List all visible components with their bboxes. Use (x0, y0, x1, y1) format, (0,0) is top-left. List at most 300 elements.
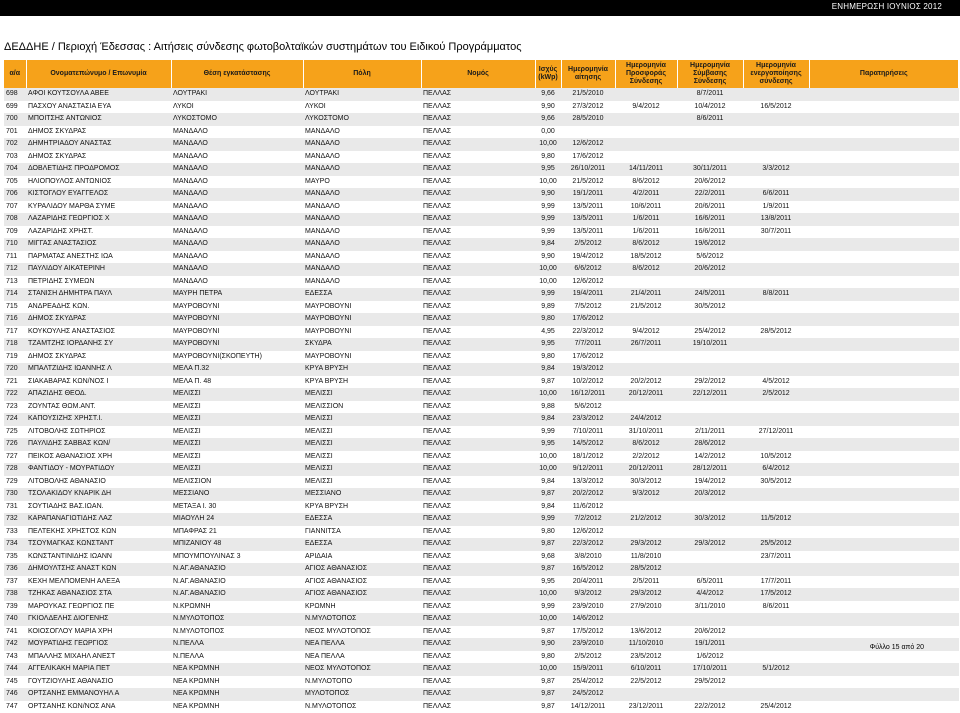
table-cell: ΠΕΛΛΑΣ (421, 313, 535, 326)
table-row (4, 401, 959, 414)
table-cell: 4/2/2011 (615, 188, 677, 201)
table-cell: 22/2/2012 (677, 701, 743, 713)
table-cell: 711 (4, 251, 26, 264)
table-cell: 6/5/2011 (677, 576, 743, 589)
table-cell: 7/10/2011 (561, 426, 615, 439)
table-cell: 706 (4, 188, 26, 201)
top-bar (0, 0, 960, 16)
table-cell (809, 188, 959, 201)
table-cell: 11/5/2012 (743, 513, 809, 526)
table-row (4, 426, 959, 439)
table-cell: ΛΑΖΑΡΙΔΗΣ ΓΕΩΡΓΙΟΣ Χ (26, 213, 171, 226)
table-row (4, 588, 959, 601)
table-cell: ΗΛΙΟΠΟΥΛΟΣ ΑΝΤΩΝΙΟΣ (26, 176, 171, 189)
col-header: Ισχύς (kWp) (535, 60, 561, 88)
table-cell: ΜΕΛΙΣΣΙ (171, 463, 303, 476)
table-cell (809, 676, 959, 689)
table-cell: Ν.ΠΕΛΛΑ (171, 651, 303, 664)
table-cell: Ν.ΚΡΩΜΝΗ (171, 601, 303, 614)
table-cell: 27/12/2011 (743, 426, 809, 439)
table-cell (809, 163, 959, 176)
table-cell: 23/9/2010 (561, 638, 615, 651)
table-cell: ΠΕΛΛΑΣ (421, 376, 535, 389)
table-cell (743, 613, 809, 626)
table-cell (743, 413, 809, 426)
table-cell: ΚΡΩΜΝΗ (303, 601, 421, 614)
table-cell: ΠΕΛΛΑΣ (421, 413, 535, 426)
table-cell: 27/3/2012 (561, 101, 615, 114)
table-cell: Ν.ΜΥΛΟΤΟΠΟΣ (171, 613, 303, 626)
table-cell: 9,80 (535, 351, 561, 364)
table-cell: 21/5/2012 (561, 176, 615, 189)
table-cell (677, 313, 743, 326)
table-cell: ΠΕΛΛΑΣ (421, 576, 535, 589)
table-row (4, 388, 959, 401)
table-row (4, 276, 959, 289)
table-cell: 2/5/2012 (561, 238, 615, 251)
table-cell (809, 213, 959, 226)
table-cell: ΜΑΝΔΑΛΟ (303, 238, 421, 251)
table-cell: ΠΕΛΛΑΣ (421, 513, 535, 526)
table-cell (743, 676, 809, 689)
table-cell: 728 (4, 463, 26, 476)
table-cell: ΤΖΑΜΤΖΗΣ ΙΟΡΔΑΝΗΣ ΣΥ (26, 338, 171, 351)
table-cell: 13/6/2012 (615, 626, 677, 639)
table-cell: Ν.ΑΓ.ΑΘΑΝΑΣΙΟ (171, 588, 303, 601)
table-cell: ΜΑΝΔΑΛΟ (303, 188, 421, 201)
table-cell (809, 388, 959, 401)
table-cell: 29/3/2012 (677, 538, 743, 551)
table-cell: ΜΑΝΔΑΛΟ (171, 226, 303, 239)
table-cell: 8/6/2011 (743, 601, 809, 614)
table-cell: ΝΕΟΣ ΜΥΛΟΤΟΠΟΣ (303, 663, 421, 676)
table-cell (809, 88, 959, 101)
table-cell: 719 (4, 351, 26, 364)
table-cell: 10,00 (535, 463, 561, 476)
table-cell: ΠΕΛΛΑΣ (421, 563, 535, 576)
table-cell: ΜΑΥΡΟΒΟΥΝΙ (303, 313, 421, 326)
table-cell: 9,84 (535, 501, 561, 514)
table-cell: ΜΑΥΡΟΒΟΥΝΙ (171, 313, 303, 326)
table-cell: ΣΟΥΤΙΑΔΗΣ ΒΑΣ.ΙΩΑΝ. (26, 501, 171, 514)
col-header: Ονοματεπώνυμο / Επωνυμία (26, 60, 171, 88)
table-cell: 9,87 (535, 701, 561, 713)
table-cell: 5/1/2012 (743, 663, 809, 676)
table-cell (809, 563, 959, 576)
table-cell (743, 638, 809, 651)
table-cell: ΜΑΥΡΟΒΟΥΝΙ (303, 351, 421, 364)
table-cell: ΜΑΝΔΑΛΟ (303, 263, 421, 276)
table-cell: ΚΕΧΗ ΜΕΛΠΟΜΕΝΗ ΑΛΕΞΑ (26, 576, 171, 589)
table-cell: 9,99 (535, 601, 561, 614)
table-cell: 741 (4, 626, 26, 639)
table-cell: 7/2/2012 (561, 513, 615, 526)
table-cell: 9,84 (535, 363, 561, 376)
table-row (4, 376, 959, 389)
table-cell (743, 176, 809, 189)
table-cell: 25/4/2012 (743, 701, 809, 713)
table-row (4, 251, 959, 264)
table-cell: ΕΔΕΣΣΑ (303, 538, 421, 551)
table-cell: 723 (4, 401, 26, 414)
table-cell: 28/6/2012 (677, 438, 743, 451)
table-cell: ΚΡΥΑ ΒΡΥΣΗ (303, 363, 421, 376)
table-cell: 17/6/2012 (561, 351, 615, 364)
table-cell: 8/6/2012 (615, 176, 677, 189)
table-cell: ΜΑΝΔΑΛΟ (303, 213, 421, 226)
table-cell: 9/3/2012 (615, 488, 677, 501)
table-cell: ΜΕΛΙΣΣΙ (303, 438, 421, 451)
table-cell: 10,00 (535, 263, 561, 276)
table-cell: 28/5/2012 (615, 563, 677, 576)
table-cell: ΠΕΛΛΑΣ (421, 163, 535, 176)
col-header: Νομός (421, 60, 535, 88)
table-cell: 712 (4, 263, 26, 276)
table-cell: 9,87 (535, 488, 561, 501)
table-cell (809, 263, 959, 276)
table-cell: ΠΕΛΛΑΣ (421, 451, 535, 464)
table-row (4, 601, 959, 614)
table-cell (809, 451, 959, 464)
table-cell: Ν.ΑΓ.ΑΘΑΝΑΣΙΟ (171, 576, 303, 589)
table-cell: 9,87 (535, 688, 561, 701)
table-cell: 9,90 (535, 638, 561, 651)
table-cell: ΜΑΥΡΟ (303, 176, 421, 189)
table-cell (677, 688, 743, 701)
table-cell: ΜΑΝΔΑΛΟ (171, 151, 303, 164)
table-cell (743, 501, 809, 514)
table-cell: 8/6/2012 (615, 438, 677, 451)
table-cell (809, 438, 959, 451)
table-cell: 10,00 (535, 613, 561, 626)
table-row (4, 313, 959, 326)
table-cell: 20/12/2011 (615, 388, 677, 401)
table-cell (615, 401, 677, 414)
table-cell: 699 (4, 101, 26, 114)
table-cell: ΓΙΑΝΝΙΤΣΑ (303, 526, 421, 539)
table-cell (615, 501, 677, 514)
table-cell: 5/6/2012 (561, 401, 615, 414)
table-cell: 1/6/2011 (615, 213, 677, 226)
table-cell (743, 301, 809, 314)
table-cell: ΖΟΥΝΤΑΣ ΘΩΜ.ΑΝΤ. (26, 401, 171, 414)
table-row (4, 151, 959, 164)
page-footer: Φύλλο 15 από 20 (870, 644, 924, 651)
table-cell: ΜΕΛΙΣΣΙ (303, 413, 421, 426)
table-cell: ΠΕΛΛΑΣ (421, 426, 535, 439)
table-cell: 698 (4, 88, 26, 101)
table-cell: 13/5/2011 (561, 213, 615, 226)
table-cell (743, 526, 809, 539)
table-cell: ΓΚΙΟΛΔΕΛΗΣ ΔΙΟΓΕΝΗΣ (26, 613, 171, 626)
table-cell: ΣΚΥΔΡΑ (303, 338, 421, 351)
table-cell: 705 (4, 176, 26, 189)
table-cell: ΜΑΝΔΑΛΟ (303, 251, 421, 264)
table-cell: ΜΑΝΔΑΛΟ (303, 126, 421, 139)
table-cell: 12/6/2012 (561, 276, 615, 289)
table-cell: ΚΑΡΑΠΑΝΑΓΙΩΤΙΔΗΣ ΛΑΖ (26, 513, 171, 526)
table-cell: 21/5/2012 (615, 301, 677, 314)
table-cell (615, 613, 677, 626)
table-cell: ΛΙΤΟΒΟΛΗΣ ΣΩΤΗΡΙΟΣ (26, 426, 171, 439)
table-cell: 731 (4, 501, 26, 514)
table-cell: 715 (4, 301, 26, 314)
table-row (4, 213, 959, 226)
table-cell: 703 (4, 151, 26, 164)
table-cell: 3/8/2010 (561, 551, 615, 564)
table-cell: ΚΩΝΣΤΑΝΤΙΝΙΔΗΣ ΙΩΑΝΝ (26, 551, 171, 564)
table-cell: 6/6/2012 (561, 263, 615, 276)
table-cell (809, 338, 959, 351)
table-cell: 9,99 (535, 226, 561, 239)
table-cell: ΔΗΜΟΣ ΣΚΥΔΡΑΣ (26, 151, 171, 164)
table-cell (809, 613, 959, 626)
table-cell: 19/1/2011 (561, 188, 615, 201)
table-cell (615, 363, 677, 376)
table-cell (677, 526, 743, 539)
table-cell: 16/5/2012 (743, 101, 809, 114)
table-cell: 19/1/2011 (677, 638, 743, 651)
table-cell: ΠΕΛΛΑΣ (421, 101, 535, 114)
table-cell (809, 301, 959, 314)
table-cell: 9,87 (535, 626, 561, 639)
table-cell (809, 688, 959, 701)
table-cell (743, 688, 809, 701)
table-cell: 18/5/2012 (615, 251, 677, 264)
table-row (4, 163, 959, 176)
table-row (4, 463, 959, 476)
table-cell (615, 88, 677, 101)
table-cell (615, 126, 677, 139)
table-cell (809, 501, 959, 514)
table-cell: 20/6/2012 (677, 626, 743, 639)
table-cell: 17/10/2011 (677, 663, 743, 676)
table-cell: ΠΕΛΛΑΣ (421, 226, 535, 239)
table-cell: 17/6/2012 (561, 313, 615, 326)
table-cell: 14/12/2011 (561, 701, 615, 713)
table-row (4, 451, 959, 464)
table-row (4, 513, 959, 526)
table-cell: ΠΕΛΛΑΣ (421, 126, 535, 139)
table-cell: 6/4/2012 (743, 463, 809, 476)
table-cell: 24/4/2012 (615, 413, 677, 426)
table-row (4, 101, 959, 114)
table-cell: 4/4/2012 (677, 588, 743, 601)
table-cell: 9,95 (535, 438, 561, 451)
table-row (4, 701, 959, 713)
applications-table (4, 60, 959, 713)
table-cell: ΦΑΝΤΙΔΟΥ - ΜΟΥΡΑΤΙΔΟΥ (26, 463, 171, 476)
table-cell: ΠΕΛΛΑΣ (421, 263, 535, 276)
table-cell (743, 338, 809, 351)
table-cell: ΠΕΛΛΑΣ (421, 613, 535, 626)
table-cell: 9,80 (535, 526, 561, 539)
table-cell (677, 563, 743, 576)
table-cell (809, 201, 959, 214)
col-header: α/α (4, 60, 26, 88)
table-cell: 1/6/2012 (677, 651, 743, 664)
table-cell (809, 113, 959, 126)
table-cell: ΠΕΛΛΑΣ (421, 88, 535, 101)
table-cell: 9,66 (535, 113, 561, 126)
table-cell: 5/6/2012 (677, 251, 743, 264)
table-cell: ΔΗΜΟΣ ΣΚΥΔΡΑΣ (26, 313, 171, 326)
col-header: Θέση εγκατάστασης (171, 60, 303, 88)
table-cell: ΜΑΝΔΑΛΟ (171, 126, 303, 139)
table-cell: ΜΕΛΙΣΣΙ (171, 401, 303, 414)
table-cell: 10,00 (535, 276, 561, 289)
table-cell: ΟΡΤΣΑΝΗΣ ΚΩΝ/ΝΟΣ ΑΝΑ (26, 701, 171, 713)
table-cell: 9/12/2011 (561, 463, 615, 476)
table-cell: 28/12/2011 (677, 463, 743, 476)
table-cell: ΜΕΣΣΙΑΝΟ (303, 488, 421, 501)
col-header: Πόλη (303, 60, 421, 88)
table-cell: 20/6/2012 (677, 263, 743, 276)
table-row (4, 326, 959, 339)
table-cell: 22/3/2012 (561, 538, 615, 551)
table-cell: ΜΠΑΦΡΑΣ 21 (171, 526, 303, 539)
table-cell (677, 363, 743, 376)
table-cell: 23/12/2011 (615, 701, 677, 713)
table-cell: 9,90 (535, 101, 561, 114)
table-cell: ΔΗΜΟΣ ΣΚΥΔΡΑΣ (26, 126, 171, 139)
table-cell: ΠΕΛΤΕΚΗΣ ΧΡΗΣΤΟΣ ΚΩΝ (26, 526, 171, 539)
table-cell: Ν.ΜΥΛΟΤΟΠΟΣ (303, 613, 421, 626)
table-cell (743, 138, 809, 151)
table-cell: ΜΠΑΛΛΗΣ ΜΙΧΑΗΛ ΑΝΕΣΤ (26, 651, 171, 664)
table-cell: Ν.ΜΥΛΟΤΟΠΟΣ (303, 701, 421, 713)
table-row (4, 301, 959, 314)
table-cell: ΠΕΛΛΑΣ (421, 288, 535, 301)
table-row (4, 538, 959, 551)
table-cell: 30/7/2011 (743, 226, 809, 239)
table-cell: ΜΑΝΔΑΛΟ (303, 201, 421, 214)
table-cell: ΜΑΥΡΗ ΠΕΤΡΑ (171, 288, 303, 301)
table-cell: 29/5/2012 (677, 676, 743, 689)
table-cell: 9,95 (535, 576, 561, 589)
col-header: Ημερομηνία αίτησης (561, 60, 615, 88)
table-cell: ΝΕΑ ΠΕΛΛΑ (303, 638, 421, 651)
table-cell: 10,00 (535, 451, 561, 464)
update-label: ΕΝΗΜΕΡΩΣΗ ΙΟΥΝΙΟΣ 2012 (832, 2, 942, 11)
table-row (4, 176, 959, 189)
table-row (4, 688, 959, 701)
table-cell: ΣΤΑΝΙΣΗ ΔΗΜΗΤΡΑ ΠΑΥΛ (26, 288, 171, 301)
table-cell (677, 613, 743, 626)
table-cell (809, 376, 959, 389)
table-cell (809, 238, 959, 251)
col-header: Ημερομηνία Προσφοράς Σύνδεσης (615, 60, 677, 88)
table-cell: 8/6/2012 (615, 238, 677, 251)
table-cell: 21/2/2012 (615, 513, 677, 526)
table-cell (743, 263, 809, 276)
table-row (4, 263, 959, 276)
table-cell: 27/9/2010 (615, 601, 677, 614)
table-cell: ΜΑΝΔΑΛΟ (171, 176, 303, 189)
table-cell: 20/3/2012 (677, 488, 743, 501)
table-cell: ΚΡΥΑ ΒΡΥΣΗ (303, 376, 421, 389)
table-cell: ΠΕΛΛΑΣ (421, 301, 535, 314)
table-cell: 29/3/2012 (615, 538, 677, 551)
table-cell: 740 (4, 613, 26, 626)
table-row (4, 626, 959, 639)
table-cell (677, 126, 743, 139)
table-cell (809, 526, 959, 539)
table-cell (743, 363, 809, 376)
table-cell: 30/3/2012 (677, 513, 743, 526)
table-cell: ΜΕΛΙΣΣΙ (171, 413, 303, 426)
table-cell: 8/7/2011 (677, 88, 743, 101)
table-cell (809, 701, 959, 713)
table-cell: 9,89 (535, 301, 561, 314)
table-row (4, 126, 959, 139)
table-cell: 747 (4, 701, 26, 713)
table-cell: 20/2/2012 (561, 488, 615, 501)
table-cell: ΜΕΛΙΣΣΙ (303, 388, 421, 401)
table-cell: 9,88 (535, 401, 561, 414)
table-cell: 732 (4, 513, 26, 526)
table-cell: 19/4/2011 (561, 288, 615, 301)
table-cell: 10,00 (535, 138, 561, 151)
table-cell (743, 438, 809, 451)
table-cell: 4,95 (535, 326, 561, 339)
table-cell (809, 488, 959, 501)
table-cell: ΠΕΛΛΑΣ (421, 351, 535, 364)
table-cell (743, 276, 809, 289)
table-cell: ΤΣΟΛΑΚΙΔΟΥ ΚΝΑΡΙΚ ΔΗ (26, 488, 171, 501)
table-cell (809, 426, 959, 439)
table-cell (743, 126, 809, 139)
table-cell: ΠΕΛΛΑΣ (421, 276, 535, 289)
table-cell: 734 (4, 538, 26, 551)
table-cell: 28/5/2012 (743, 326, 809, 339)
table-cell: 727 (4, 451, 26, 464)
table-cell: ΠΑΣΧΟΥ ΑΝΑΣΤΑΣΙΑ ΕΥΑ (26, 101, 171, 114)
table-cell: ΠΕΛΛΑΣ (421, 688, 535, 701)
table-cell: 2/5/2012 (743, 388, 809, 401)
table-cell: 721 (4, 376, 26, 389)
table-cell: 21/4/2011 (615, 288, 677, 301)
table-cell: ΚΟΙΟΣΟΓΛΟΥ ΜΑΡΙΑ ΧΡΗ (26, 626, 171, 639)
table-cell: 22/2/2011 (677, 188, 743, 201)
table-cell: ΑΦΟΙ ΚΟΥΤΣΟΥΛΑ ΑΒΕΕ (26, 88, 171, 101)
table-cell: 19/4/2012 (677, 476, 743, 489)
table-cell: ΚΙΣΤΟΓΛΟΥ ΕΥΑΓΓΕΛΟΣ (26, 188, 171, 201)
table-cell: 17/6/2012 (561, 151, 615, 164)
table-cell: 16/6/2011 (677, 226, 743, 239)
table-cell: 10/6/2011 (615, 201, 677, 214)
table-cell: ΜΑΡΟΥΚΑΣ ΓΕΩΡΓΙΟΣ ΠΕ (26, 601, 171, 614)
table-cell: ΑΓΙΟΣ ΑΘΑΝΑΣΙΟΣ (303, 563, 421, 576)
table-cell (677, 413, 743, 426)
table-cell (809, 476, 959, 489)
table-row (4, 676, 959, 689)
table-cell: 20/4/2011 (561, 576, 615, 589)
table-cell (809, 363, 959, 376)
table-cell: ΛΥΚΟΙ (303, 101, 421, 114)
table-cell: 24/5/2011 (677, 288, 743, 301)
table-cell: ΠΕΛΛΑΣ (421, 251, 535, 264)
table-cell (809, 138, 959, 151)
table-cell: ΠΕΛΛΑΣ (421, 701, 535, 713)
table-row (4, 288, 959, 301)
table-cell (809, 513, 959, 526)
table-row (4, 476, 959, 489)
table-cell: 2/5/2011 (615, 576, 677, 589)
table-cell (677, 351, 743, 364)
table-cell: 29/3/2012 (615, 588, 677, 601)
table-cell: 3/11/2010 (677, 601, 743, 614)
